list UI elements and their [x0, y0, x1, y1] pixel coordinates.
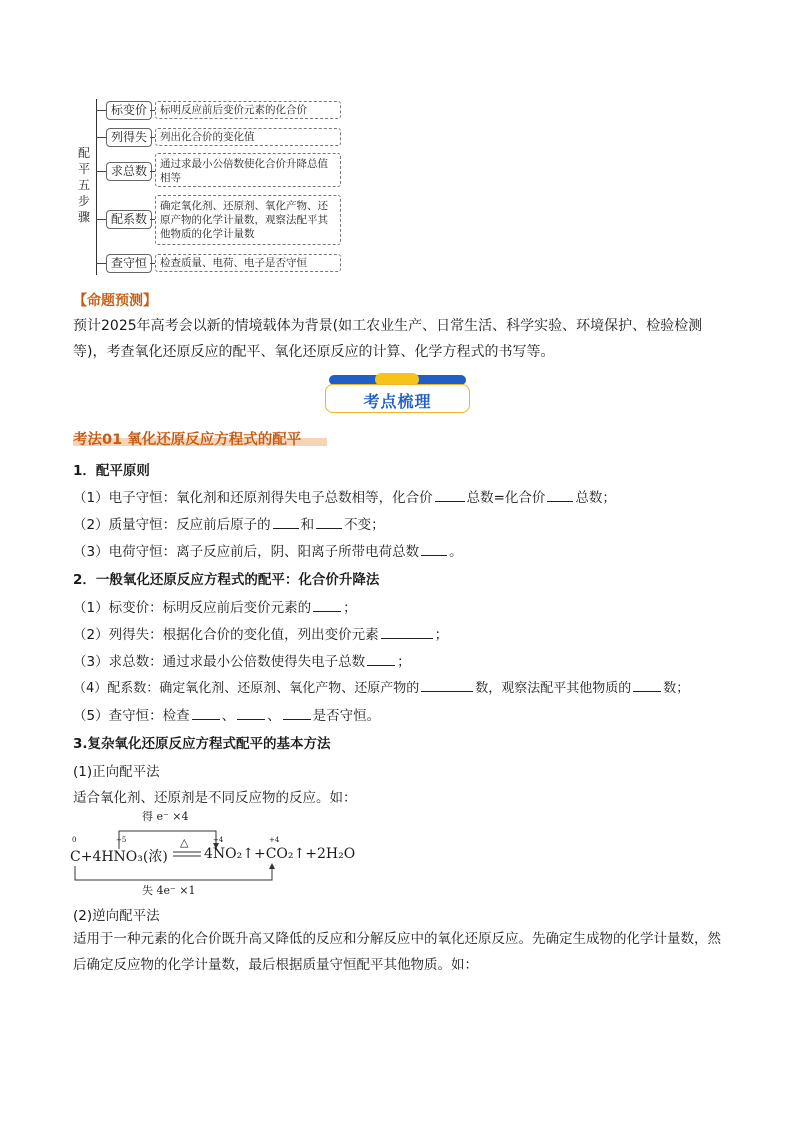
- text: （5）查守恒：检查: [73, 708, 190, 724]
- fill-blank: [192, 705, 220, 720]
- fill-blank: [547, 487, 573, 502]
- text: 是否守恒。: [312, 708, 381, 724]
- fill-blank: [283, 705, 311, 720]
- ox-state-n2: +4: [213, 836, 224, 844]
- redox-equation: [70, 808, 400, 898]
- step-3-desc: 通过求最小公倍数使化合价升降总值相等: [155, 153, 341, 187]
- section2-line1: [73, 596, 357, 616]
- section3-sub2: (2)逆向配平法: [73, 908, 160, 924]
- fill-blank: [367, 651, 395, 666]
- step-1-box: 标变价: [106, 101, 152, 120]
- branch-line: [96, 219, 106, 220]
- equation-rhs: 4NO₂↑+CO₂↑+2H₂O: [204, 846, 356, 862]
- text: （3）电荷守恒：离子反应前后，阴、阳离子所带电荷总数: [73, 544, 420, 560]
- ox-state-c2: +4: [269, 836, 280, 844]
- section1-line2: [73, 513, 385, 533]
- text: （1）标变价：标明反应前后变价元素的: [73, 600, 312, 616]
- text: （3）求总数：通过求最小公倍数使得失电子总数: [73, 654, 366, 670]
- prediction-text: 预计2025年高考会以新的情境载体为背景(如工农业生产、日常生活、科学实验、环境保护、检验检测等)，考查氧化还原反应的配平、氧化还原反应的计算、化学方程式的书写等。: [73, 318, 703, 360]
- section3-sub1: (1)正向配平法: [73, 764, 160, 780]
- section2-line5: [73, 704, 380, 724]
- section2-line3: [73, 650, 411, 670]
- gain-label: 得 e⁻ ×4: [142, 810, 189, 823]
- text: 、: [267, 708, 281, 724]
- section2-line2: [73, 623, 448, 643]
- text: ；: [343, 600, 357, 616]
- balancing-steps-diagram: [74, 99, 344, 275]
- text: ；: [434, 627, 449, 643]
- branch-line: [96, 263, 106, 264]
- section3-title: 3.复杂氧化还原反应方程式配平的基本方法: [73, 736, 331, 752]
- text: 和: [300, 517, 315, 533]
- fill-blank: [313, 597, 341, 612]
- section2-title: 2．一般氧化还原反应方程式的配平：化合价升降法: [73, 572, 380, 588]
- text: （1）电子守恒：氧化剂和还原剂得失电子总数相等，化合价: [73, 490, 433, 506]
- fill-blank: [421, 541, 447, 556]
- equation-lhs: C+4HNO₃(浓): [70, 849, 168, 865]
- kaodian-banner: [325, 373, 470, 413]
- step-1-desc: 标明反应前后变价元素的化合价: [155, 101, 341, 119]
- fill-blank: [421, 677, 473, 692]
- text: （2）质量守恒：反应前后原子的: [73, 517, 271, 533]
- text: 总数；: [575, 490, 616, 506]
- text: （4）配系数：确定氧化剂、还原剂、氧化产物、还原产物的: [73, 681, 420, 696]
- section1-title: 1．配平原则: [73, 463, 150, 479]
- text: （2）列得失：根据化合价的变化值，列出变价元素: [73, 627, 379, 643]
- branch-line: [96, 171, 106, 172]
- step-3-box: 求总数: [106, 162, 152, 181]
- step-4-box: 配系数: [106, 210, 152, 229]
- loss-label: 失 4e⁻ ×1: [142, 884, 196, 897]
- banner-label: 考点梳理: [363, 392, 432, 411]
- section1-line3: [73, 540, 463, 560]
- text: 不变；: [344, 517, 385, 533]
- prediction-heading: 【命题预测】: [73, 293, 157, 309]
- section3-sub1-text: 适合氧化剂、还原剂是不同反应物的反应。如：: [73, 790, 357, 806]
- text: 。: [449, 544, 463, 560]
- fill-blank: [435, 487, 465, 502]
- branch-line: [96, 110, 106, 111]
- text: 、: [221, 708, 236, 724]
- fill-blank: [633, 677, 661, 692]
- step-4-desc: 确定氧化剂、还原剂、氧化产物、还原产物的化学计量数，观察法配平其他物质的化学计量数: [155, 195, 341, 245]
- diagram-left-label: 配平五步骤: [78, 146, 91, 224]
- step-2-box: 列得失: [106, 128, 152, 147]
- section2-line4: [73, 677, 689, 696]
- fill-blank: [273, 514, 299, 529]
- fill-blank: [316, 514, 342, 529]
- diagram-left-column: [74, 99, 97, 275]
- step-2-desc: 列出化合价的变化值: [155, 128, 341, 146]
- text: ；: [397, 654, 411, 670]
- ox-state-n: +5: [116, 836, 127, 844]
- text: 总数=化合价: [466, 490, 546, 506]
- ox-state-c: 0: [72, 836, 77, 844]
- kaofa-title: 考法01 氧化还原反应方程式的配平: [73, 432, 302, 448]
- text: 数；: [663, 681, 690, 696]
- section3-sub2-text: 适用于一种元素的化合价既升高又降低的反应和分解反应中的氧化还原反应。先确定生成物的化学计量数，然后确定反应物的化学计量数，最后根据质量守恒配平其他物质。如：: [73, 931, 721, 973]
- fill-blank: [381, 624, 433, 639]
- section1-line1: [73, 486, 616, 506]
- step-5-desc: 检查质量、电荷、电子是否守恒: [155, 254, 341, 272]
- branch-line: [96, 137, 106, 138]
- text: 数，观察法配平其他物质的: [475, 681, 632, 696]
- heat-condition: △: [180, 836, 189, 849]
- step-5-box: 查守恒: [106, 254, 152, 273]
- kaofa-heading: [73, 428, 301, 448]
- fill-blank: [237, 705, 265, 720]
